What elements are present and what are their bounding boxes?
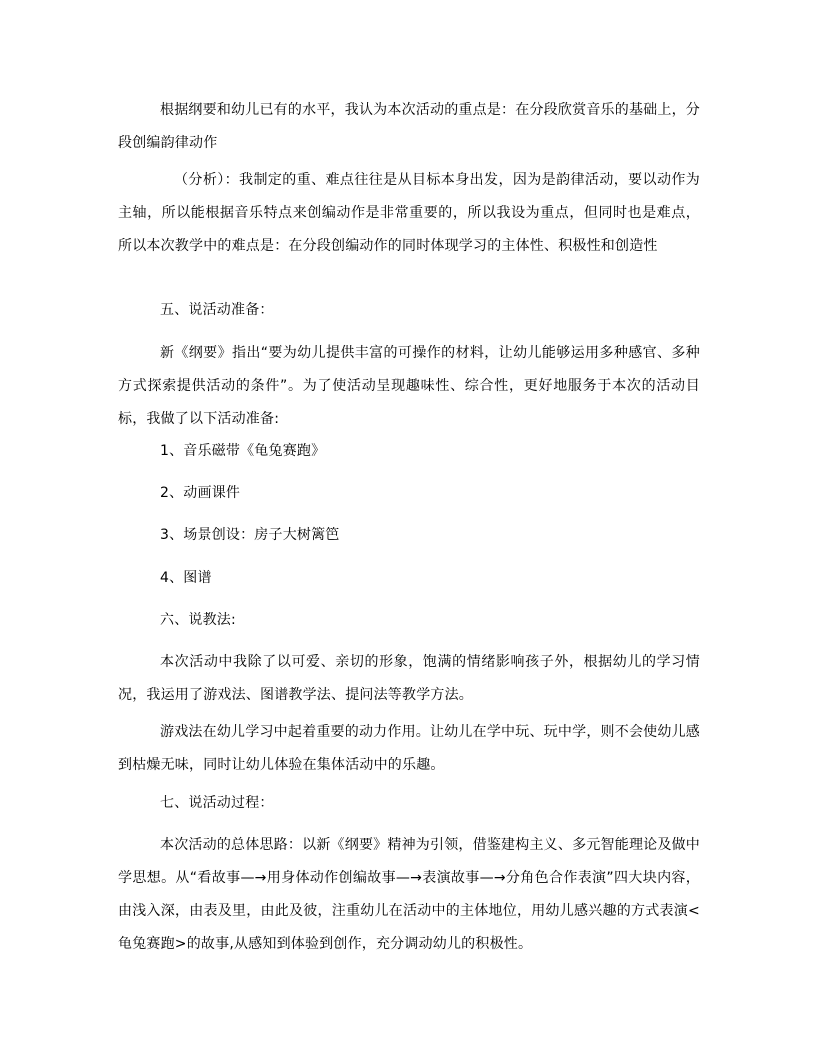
paragraph-teaching-methods: 本次活动中我除了以可爱、亲切的形象，饱满的情绪影响孩子外，根据幼儿的学习情况，我运用了游戏法、图谱教学法、提问法等教学方法。 [118, 654, 700, 703]
paragraph-guideline-quote: 新《纲要》指出“要为幼儿提供丰富的可操作的材料，让幼儿能够运用多种感官、多种方式探索提供活动的条件”。为了使活动呈现趣味性、综合性，更好地服务于本次的活动目标，我做了以下活动准备: [118, 345, 700, 427]
heading-activity-preparation: 五、说活动准备： [160, 302, 274, 318]
list-item-animation: 2、动画课件 [160, 485, 241, 501]
heading-teaching-methods: 六、说教法: [160, 612, 236, 628]
paragraph-analysis: （分析）：我制定的重、难点往往是从目标本身出发，因为是韵律活动，要以动作为主轴，所以能根据音乐特点来创编动作是非常重要的，所以我设为重点，但同时也是难点，所以本次教学中的难点是：在分段创编动作的同时体现学习的主体性、积极性和创造性 [118, 172, 700, 254]
heading-activity-process: 七、说活动过程： [160, 795, 274, 811]
list-item-scene-setup: 3、场景创设：房子大树篱笆 [160, 527, 340, 543]
paragraph-overall-approach: 本次活动的总体思路：以新《纲要》精神为引领，借鉴建构主义、多元智能理论及做中学思想。从“看故事—→用身体动作创编故事—→表演故事—→分角色合作表演”四大块内容，由浅入深，由表及里，由此及彼，注重幼儿在活动中的主体地位，用幼儿感兴趣的方式表演<龟兔赛跑>的故事,从感知到体验到创作，充分调动幼儿的积极性。 [118, 837, 700, 952]
paragraph-key-points: 根据纲要和幼儿已有的水平，我认为本次活动的重点是：在分段欣赏音乐的基础上，分段创编韵律动作 [118, 102, 700, 151]
list-item-music-tape: 1、音乐磁带《龟兔赛跑》 [160, 443, 326, 459]
list-item-diagram: 4、图谱 [160, 570, 212, 586]
paragraph-game-method: 游戏法在幼儿学习中起着重要的动力作用。让幼儿在学中玩、玩中学，则不会使幼儿感到枯燥无味，同时让幼儿体验在集体活动中的乐趣。 [118, 724, 700, 773]
